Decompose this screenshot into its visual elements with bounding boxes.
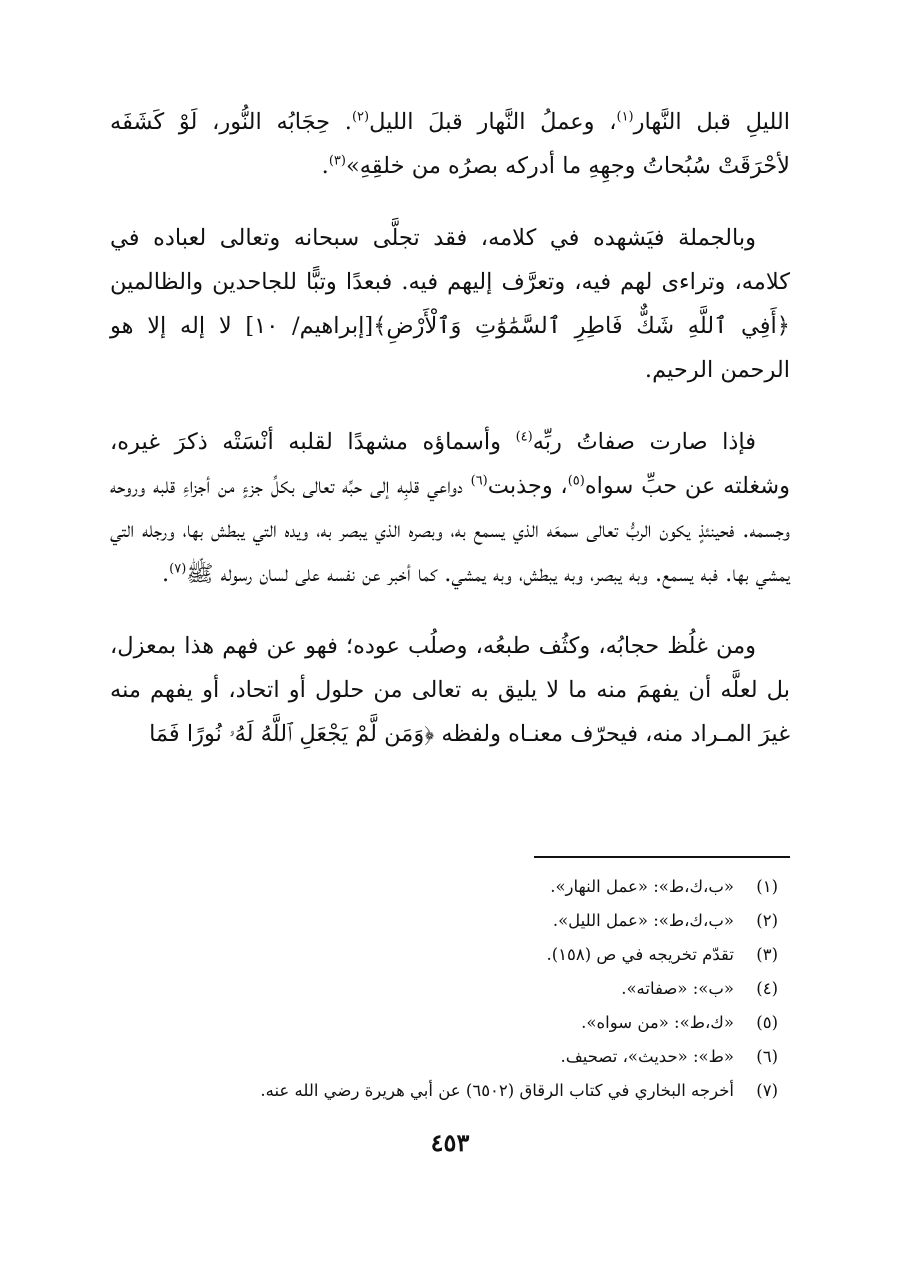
- footnote-divider: [534, 856, 790, 858]
- footnote-reference[interactable]: (٦): [470, 473, 488, 489]
- footnotes-list: [138, 870, 778, 1108]
- footnote-text: أخرجه البخاري في كتاب الرقاق (٦٥٠٢) عن أبي هريرة رضي الله عنه.: [260, 1081, 734, 1100]
- paragraph-2: [110, 216, 790, 392]
- footnote-number: (١): [756, 877, 778, 896]
- text-run: فإذا صارت صفاتُ ربِّه: [532, 429, 756, 455]
- footnote-text: «ب،ك،ط»: «عمل الليل».: [552, 911, 734, 930]
- footnote-item: [138, 1074, 778, 1108]
- paragraph-3: [110, 420, 790, 596]
- footnote-number: (٧): [756, 1081, 778, 1100]
- footnote-text: «ط»: «حديث»، تصحيف.: [560, 1047, 734, 1066]
- footnote-text: «ب،ك،ط»: «عمل النهار».: [550, 877, 734, 896]
- footnote-item: [138, 972, 778, 1006]
- footnote-number: (٢): [756, 911, 778, 930]
- page-number: ٤٥٣: [430, 1128, 470, 1157]
- text-run: دواعي قلبِه إلى حبِّه تعالى بكلِّ جزءٍ من أجزاءِ قلبه وروحه وجسمه. فحينئذٍ يكون الربُّ تعالى سمعَه الذي يسمع به، وبصره الذي يبصر به، ويده التي يبطش بها، ورجله التي يمشي بها. فبه يسمع. وبه يبصر، وبه يبطش، وبه يمشي. كما أخبر عن نفسه على لسان رسوله ﷺ: [110, 473, 790, 587]
- footnote-reference[interactable]: (٣): [328, 153, 346, 169]
- text-run: . حِجَابُه النُّور، لَوْ كَشَفَه لأحْرَقَتْ سُبُحاتُ وجهِهِ ما أدركه بصرُه من خلقِهِ»: [110, 109, 790, 179]
- text-run: ، وجذبت: [487, 473, 568, 499]
- footnote-item: [138, 904, 778, 938]
- footnote-item: [138, 938, 778, 972]
- footnote-number: (٦): [756, 1047, 778, 1066]
- text-run: وبالجملة فيَشهده في كلامه، فقد تجلَّى سبحانه وتعالى لعباده في كلامه، وتراءى لهم فيه، وتعرَّف إليهم فيه. فبعدًا وتبًّا للجاحدين والظالمين ﴿أَفِي ٱللَّهِ شَكٌّ فَاطِرِ ٱلسَّمَٰوَٰتِ وَٱلْأَرْضِ﴾[إبراهيم/ ١٠] لا إله إلا هو الرحمن الرحيم.: [110, 225, 790, 383]
- footnote-number: (٣): [756, 945, 778, 964]
- footnote-text: تقدّم تخريجه في ص (١٥٨).: [546, 945, 734, 964]
- footnote-reference[interactable]: (٤): [515, 429, 533, 445]
- footnote-reference[interactable]: (٥): [567, 473, 585, 489]
- footnote-item: [138, 1040, 778, 1074]
- text-run: ومن غلُظ حجابُه، وكثُف طبعُه، وصلُب عوده؛ فهو عن فهم هذا بمعزل، بل لعلَّه أن يفهمَ منه ما لا يليق به تعالى من حلول أو اتحاد، أو يفهم منه غيرَ المـراد منه، فيحرّف معنـاه ولفظه ﴿وَمَن لَّمْ يَجْعَلِ ٱللَّهُ لَهُۥ نُورًا فَمَا: [110, 633, 790, 747]
- main-text: [110, 100, 790, 784]
- text-run: ، وعملُ النَّهار قبلَ الليل: [369, 109, 617, 135]
- text-run: وأسماؤه مشهدًا لقلبه أنْسَتْه ذكرَ غيره، وشغلته عن حبِّ سواه: [110, 429, 791, 499]
- footnote-text: «ب»: «صفاته».: [621, 979, 734, 998]
- text-run: الليلِ قبل النَّهار: [633, 109, 790, 135]
- paragraph-4: [110, 624, 790, 756]
- footnote-reference[interactable]: (٢): [351, 109, 370, 125]
- footnote-number: (٤): [756, 979, 778, 998]
- footnote-item: [138, 1006, 778, 1040]
- footnote-reference[interactable]: (١): [616, 109, 634, 125]
- paragraph-1: [110, 100, 790, 188]
- footnote-item: [138, 870, 778, 904]
- text-run: .: [321, 153, 329, 179]
- footnote-text: «ك،ط»: «من سواه».: [581, 1013, 734, 1032]
- footnote-number: (٥): [756, 1013, 778, 1032]
- text-run: .: [162, 561, 170, 587]
- footnote-reference[interactable]: (٧): [169, 561, 187, 577]
